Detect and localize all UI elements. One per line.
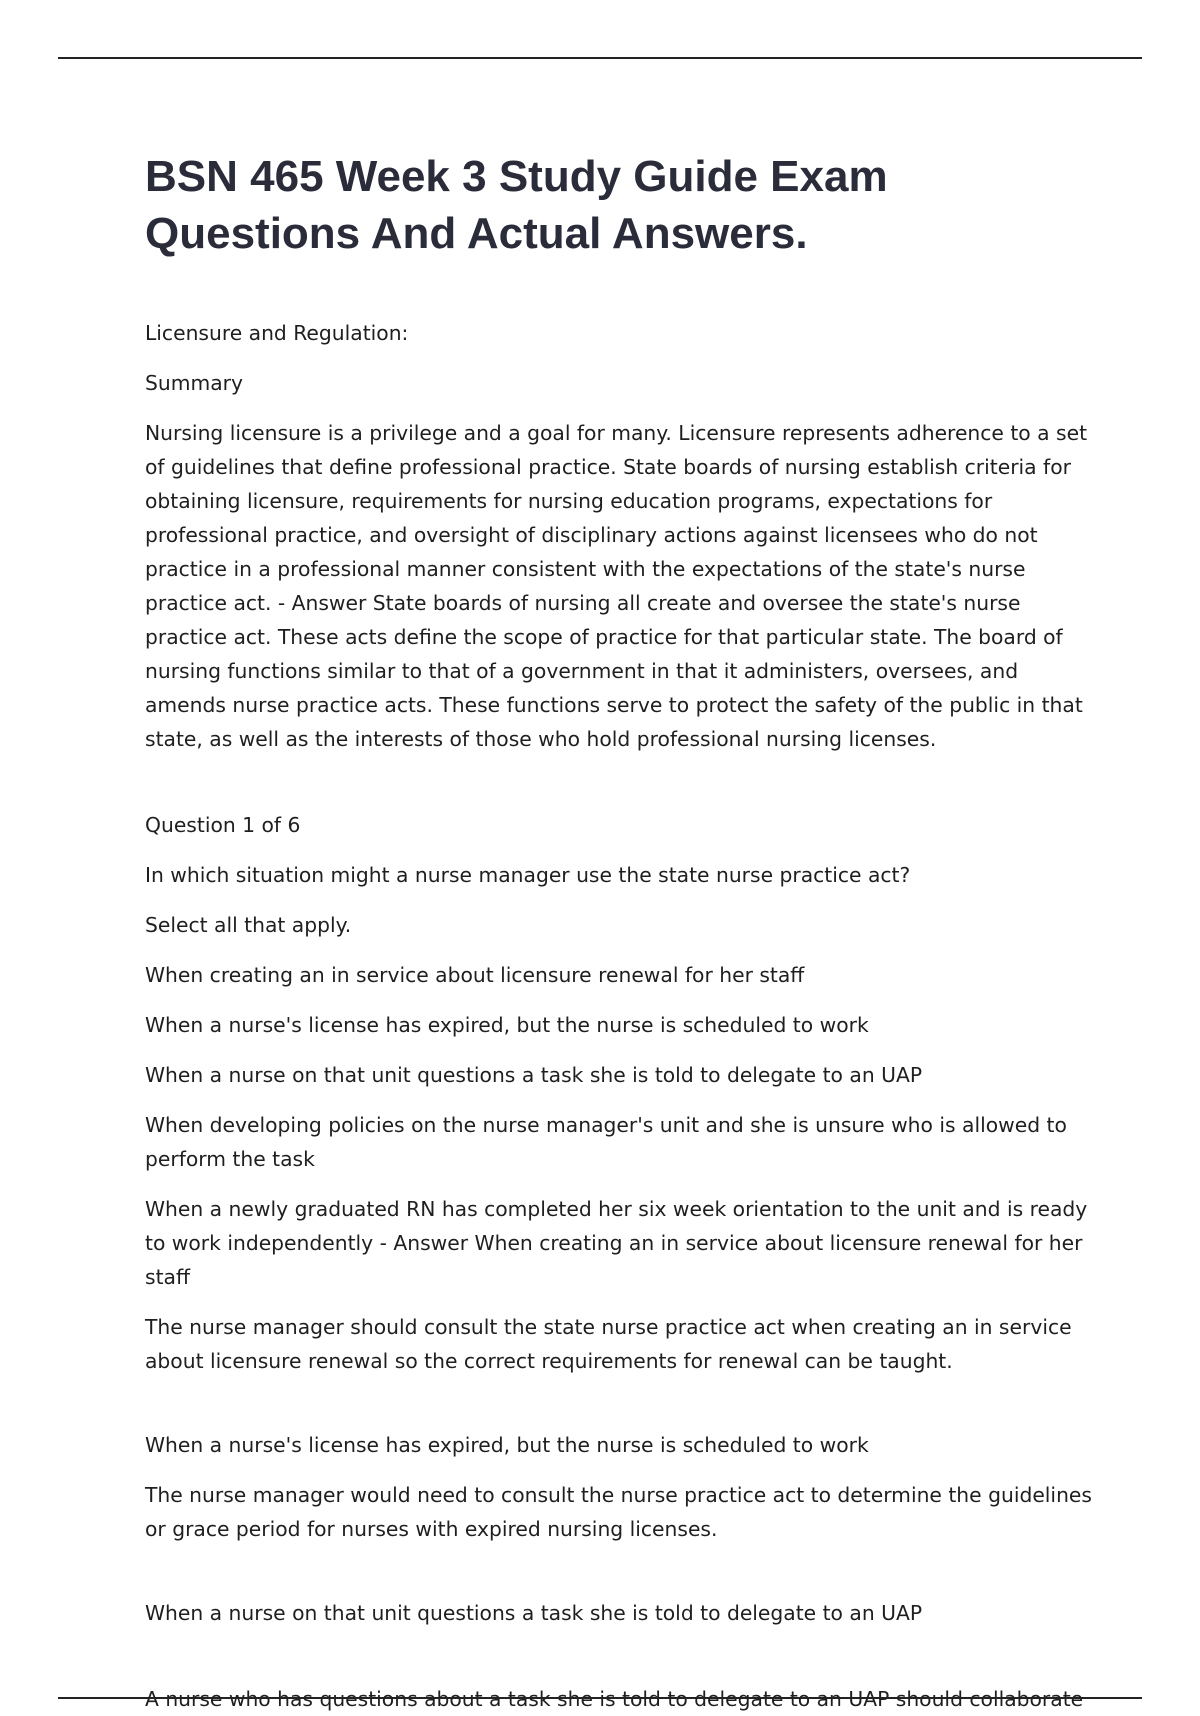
explanation-heading: When a nurse's license has expired, but the nurse is scheduled to work (145, 1433, 869, 1457)
answer-option: When creating an in service about licensure renewal for her staff (145, 963, 805, 987)
answer-option: When developing policies on the nurse manager's unit and she is unsure who is allowed to perform the task (145, 1113, 1067, 1171)
answer-option: When a newly graduated RN has completed her six week orientation to the unit and is ready to work independently - Answer When creating an in service about licensure renewal for her staff (145, 1197, 1088, 1289)
explanation-text: The nurse manager should consult the state nurse practice act when creating an in service about licensure renewal so the correct requirements for renewal can be taught. (145, 1315, 1072, 1373)
document-title: BSN 465 Week 3 Study Guide Exam Questions And Actual Answers. (145, 152, 888, 258)
explanation-heading: When a nurse on that unit questions a task she is told to delegate to an UAP (145, 1601, 923, 1625)
summary-paragraph: Nursing licensure is a privilege and a goal for many. Licensure represents adherence to a set of guidelines that define professional practice. State boards of nursing establish criteria for obtaining licensure, requirements for nursing education programs, expectations for professional practice, and oversight of disciplinary actions against licensees who do not practice in a professional manner consistent with the expectations of the state's nurse practice act. - Answer State boards of nursing all create and oversee the state's nurse practice act. These acts define the scope of practice for that particular state. The board of nursing functions similar to that of a government in that it administers, oversees, and amends nurse practice acts. These functions serve to protect the safety of the public in that state, as well as the interests of those who hold professional nursing licenses. (145, 421, 1088, 751)
document-page (145, 148, 1095, 1646)
explanation-text: The nurse manager would need to consult the nurse practice act to determine the guidelines or grace period for nurses with expired nursing licenses. (145, 1483, 1092, 1541)
question-counter: Question 1 of 6 (145, 813, 301, 837)
cut-off-explanation-text: A nurse who has questions about a task she is told to delegate to an UAP should collaborate (145, 1687, 1084, 1711)
bottom-divider (58, 1697, 1142, 1699)
question-prompt: In which situation might a nurse manager use the state nurse practice act? (145, 863, 911, 887)
answer-option: When a nurse on that unit questions a task she is told to delegate to an UAP (145, 1063, 923, 1087)
section-heading: Licensure and Regulation: (145, 321, 409, 345)
top-divider (58, 57, 1142, 59)
summary-label: Summary (145, 371, 244, 395)
document-body (145, 316, 1095, 1630)
answer-option: When a nurse's license has expired, but the nurse is scheduled to work (145, 1013, 869, 1037)
question-instruction: Select all that apply. (145, 913, 352, 937)
